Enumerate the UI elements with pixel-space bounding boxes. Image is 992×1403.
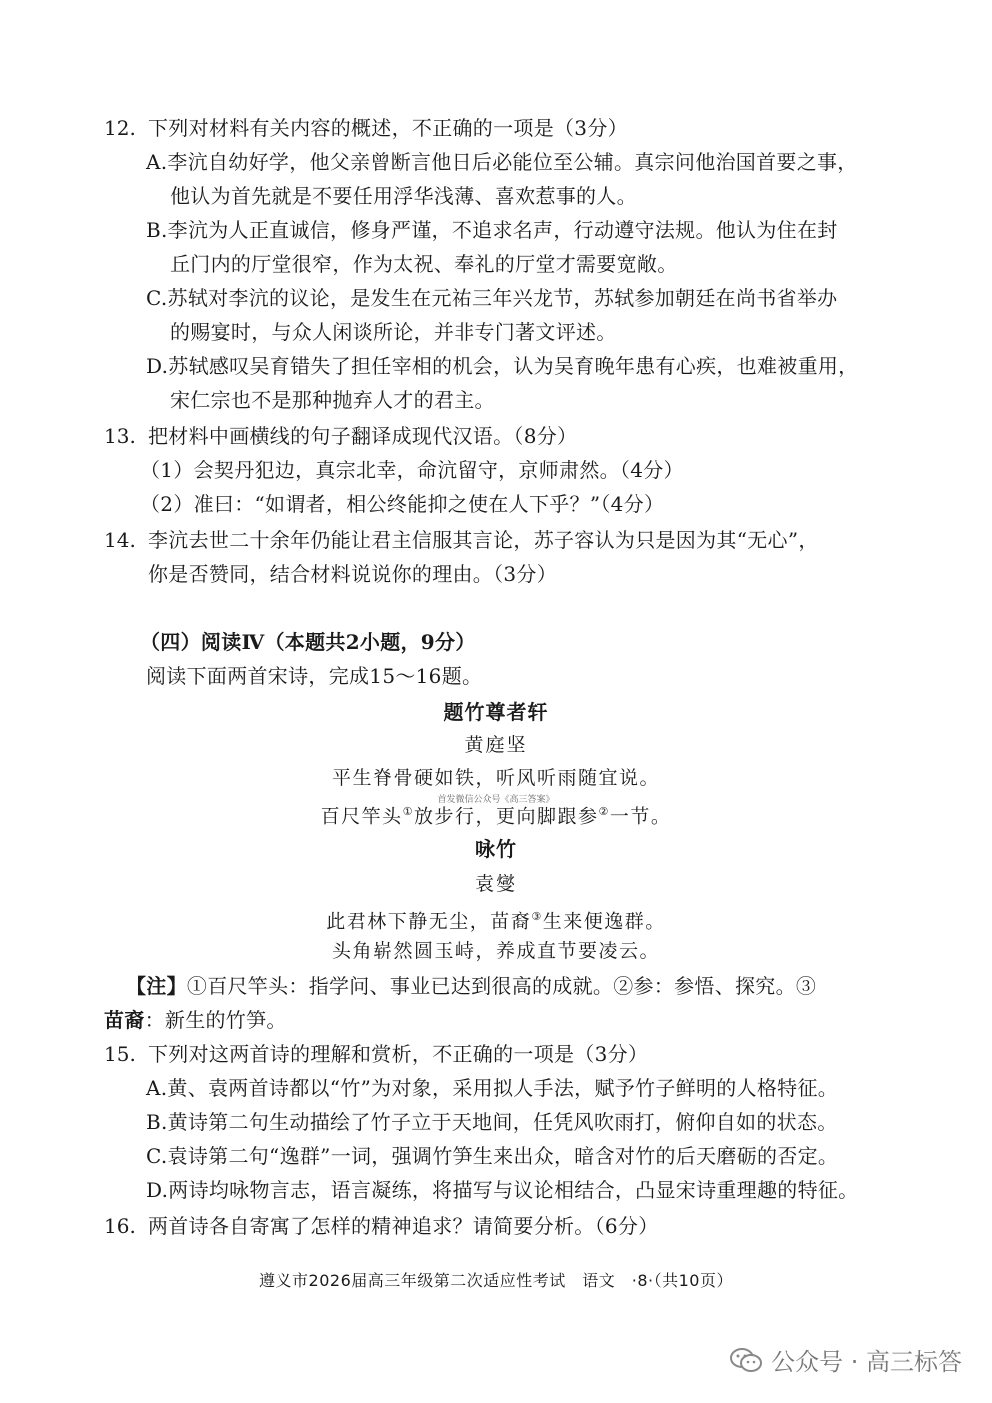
question-13-sentence-2: （2）准曰：“如谓者，相公终能抑之使在人下乎？”（4分） xyxy=(140,492,665,516)
question-13-number: 13. xyxy=(104,424,136,448)
question-14-line-2: 你是否赞同，结合材料说说你的理由。（3分） xyxy=(148,562,558,586)
poem-1-line-2-part-a: 百尺竿头 xyxy=(320,805,403,828)
poem-1-line-2 xyxy=(0,800,992,828)
poem-2-author: 袁燮 xyxy=(474,873,517,895)
poem-1-title: 题竹尊者轩 xyxy=(443,700,549,724)
section-4-intro: 阅读下面两首宋诗，完成15～16题。 xyxy=(146,664,483,688)
notes-text-1: ①百尺竿头：指学问、事业已达到很高的成就。②参：参悟、探究。③ xyxy=(186,974,817,998)
poem-2-title: 咏竹 xyxy=(475,837,517,861)
page-footer: 遵义市2026届高三年级第二次适应性考试 语文 ·8·（共10页） xyxy=(259,1271,733,1290)
footnote-marker-1: ① xyxy=(402,805,414,818)
notes-line-2 xyxy=(104,1008,287,1032)
question-12-option-b-cont: 丘门内的厅堂很窄，作为太祝、奉礼的厅堂才需要宽敞。 xyxy=(170,252,678,276)
notes-text-2: ：新生的竹笋。 xyxy=(144,1008,287,1032)
question-12-option-c-cont: 的赐宴时，与众人闲谈所论，并非专门著文评述。 xyxy=(170,320,617,344)
brand-watermark xyxy=(729,1342,962,1377)
poem-2-line-2: 头角崭然圆玉峙，养成直节要凌云。 xyxy=(331,940,660,962)
question-15-option-a: A.黄、袁两首诗都以“竹”为对象，采用拟人手法，赋予竹子鲜明的人格特征。 xyxy=(146,1076,839,1100)
poem-2-line-1-part-a: 此君林下静无尘，苗裔 xyxy=(326,910,532,933)
question-12-option-a: A.李沆自幼好学，他父亲曾断言他日后必能位至公辅。真宗问他治国首要之事， xyxy=(146,150,858,174)
question-12-number: 12. xyxy=(104,116,136,140)
poem-1-line-2-part-c: 一节。 xyxy=(609,805,672,828)
poem-2-line-1-part-b: 生来便逸群。 xyxy=(542,910,666,933)
poem-1-line-1: 平生脊骨硬如铁，听风听雨随宜说。 xyxy=(331,767,660,789)
question-16-number: 16. xyxy=(104,1214,136,1238)
question-14-number: 14. xyxy=(104,528,136,552)
notes-label: 【注】 xyxy=(126,974,187,998)
notes-term: 苗裔 xyxy=(104,1008,145,1032)
poem-1-line-2-part-b: 放步行，更向脚跟参 xyxy=(413,805,599,828)
question-12-option-a-cont: 他认为首先就是不要任用浮华浅薄、喜欢惹事的人。 xyxy=(170,184,637,208)
poem-1-author: 黄庭坚 xyxy=(464,734,528,756)
question-12-option-c: C.苏轼对李沆的议论，是发生在元祐三年兴龙节，苏轼参加朝廷在尚书省举办 xyxy=(146,286,838,310)
footnote-marker-3: ③ xyxy=(531,910,543,923)
question-12-option-d: D.苏轼感叹吴育错失了担任宰相的机会，认为吴育晚年患有心疾，也难被重用， xyxy=(146,354,859,378)
question-12-option-d-cont: 宋仁宗也不是那种抛弃人才的君主。 xyxy=(170,388,495,412)
question-13-sentence-1: （1）会契丹犯边，真宗北幸，命沆留守，京师肃然。（4分） xyxy=(140,458,684,482)
question-12-option-b: B.李沆为人正直诚信，修身严谨，不追求名声，行动遵守法规。他认为住在封 xyxy=(146,218,838,242)
question-15-option-b: B.黄诗第二句生动描绘了竹子立于天地间，任凭风吹雨打，俯仰自如的状态。 xyxy=(146,1110,838,1134)
question-12-stem: 下列对材料有关内容的概述，不正确的一项是（3分） xyxy=(148,116,628,140)
question-15-number: 15. xyxy=(104,1042,136,1066)
wechat-icon xyxy=(729,1346,763,1374)
brand-text: 公众号 · 高三标答 xyxy=(771,1348,962,1376)
section-4-heading: （四）阅读Ⅳ（本题共2小题，9分） xyxy=(140,630,476,654)
question-14-line-1: 李沆去世二十余年仍能让君主信服其言论，苏子容认为只是因为其“无心”， xyxy=(148,528,819,552)
notes-line-1 xyxy=(126,974,816,998)
question-13-stem: 把材料中画横线的句子翻译成现代汉语。（8分） xyxy=(148,424,578,448)
question-15-option-c: C.袁诗第二句“逸群”一词，强调竹笋生来出众，暗含对竹的后天磨砺的否定。 xyxy=(146,1144,839,1168)
poem-2-line-1 xyxy=(0,905,992,933)
footnote-marker-2: ② xyxy=(598,805,610,818)
question-15-option-d: D.两诗均咏物言志，语言凝练，将描写与议论相结合，凸显宋诗重理趣的特征。 xyxy=(146,1178,859,1202)
question-16-stem: 两首诗各自寄寓了怎样的精神追求？请简要分析。（6分） xyxy=(148,1214,659,1238)
watermark-text: 首发微信公众号《高三答案》 xyxy=(437,795,555,805)
question-15-stem: 下列对这两首诗的理解和赏析，不正确的一项是（3分） xyxy=(148,1042,649,1066)
